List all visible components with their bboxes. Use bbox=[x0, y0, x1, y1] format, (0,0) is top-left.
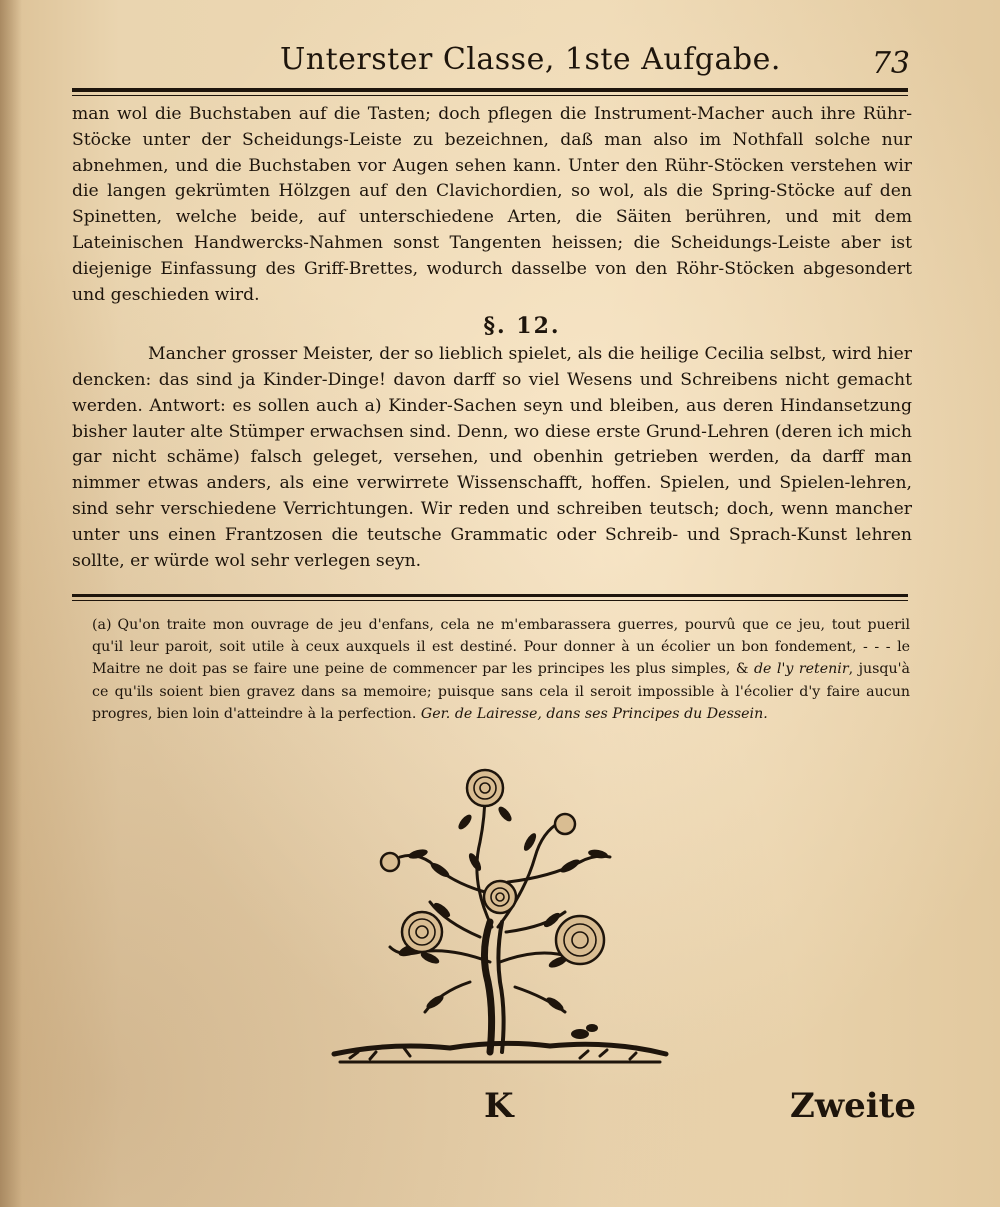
footnote-emphasis: de l'y retenir bbox=[753, 661, 849, 678]
page-number: 73 bbox=[871, 46, 910, 81]
main-text bbox=[72, 102, 912, 574]
footnote-rule bbox=[72, 594, 908, 597]
paragraph-2: Mancher grosser Meister, der so lieblich spielet, als die heilige Cecilia selbst, wird hier dencken: das sind ja Kinder-Dinge! davon darff so viel Wesens und Schreibens nicht gemacht werden. Antwort: es sollen auch a) Kinder-Sachen seyn und bleiben, aus deren Hindansetzung bisher lauter alte Stümper erwachsen sind. Denn, wo diese erste Grund-Lehren (deren ich mich gar nicht schäme) falsch geleget, versehen, und obenhin getrieben werden, da darff man nimmer etwas anders, als eine verwirrete Wissenschafft, hoffen. Spielen, und Spielen-lehren, sind sehr verschiedene Verrichtungen. Wir reden und schreiben teutsch; doch, wenn mancher unter uns einen Frantzosen die teutsche Grammatic oder Schreib- und Sprach-Kunst lehren sollte, er würde wol sehr verlegen seyn. bbox=[72, 344, 912, 571]
rose-bush-woodcut-icon bbox=[330, 762, 670, 1072]
header-rule-thin bbox=[72, 95, 908, 96]
running-head: Unterster Classe, 1ste Aufgabe. bbox=[280, 42, 781, 77]
footnote-citation: Ger. de Lairesse, dans ses Principes du Dessein. bbox=[420, 705, 768, 722]
paragraph-1: man wol die Buchstaben auf die Tasten; doch pflegen die Instrument-Macher auch ihre Rühr-Stöcke unter der Scheidungs-Leiste zu bezeichnen, daß man also im Nothfall solche nur abnehmen, und die Buchstaben vor Augen sehen kann. Unter den Rühr-Stöcken verstehen wir die langen gekrümten Hölzgen auf den Clavichordien, so wol, als die Spring-Stöcke auf den Spinetten, welche beide, auf unterschiedene Arten, die Säiten berühren, und mit dem Lateinischen Handwercks-Nahmen sonst Tangenten heissen; die Scheidungs-Leiste aber ist diejenige Einfassung des Griff-Brettes, wodurch dasselbe von den Röhr-Stöcken abgesondert und geschieden wird. bbox=[72, 104, 912, 305]
page-header bbox=[280, 40, 930, 86]
section-heading: §. 12. bbox=[483, 313, 561, 340]
footnote bbox=[92, 614, 910, 725]
signature-mark: K bbox=[484, 1086, 514, 1126]
page-gutter-shadow bbox=[0, 0, 22, 1207]
footnote-mark: (a) bbox=[92, 617, 112, 633]
catchword: Zweite bbox=[790, 1086, 916, 1126]
footnote-rule-thin bbox=[72, 600, 908, 601]
header-rule bbox=[72, 88, 908, 92]
footnote-text-continued: , jusqu'à ce qu'ils soient bien gravez dans sa memoire; puisque sans cela il seroit impossible à l'écolier d'y faire aucun progres, bien loin d'atteindre à la perfection. bbox=[92, 661, 910, 722]
footnote-text: Qu'on traite mon ouvrage de jeu d'enfans, cela ne m'embarassera guerres, pourvû que ce jeu, tout pueril qu'il leur paroit, soit utile à ceux auxquels il est destiné. Pour donner à un écolier un bon fondement, - - - le Maitre ne doit pas se faire une peine de commencer par les principes les plus simples, & bbox=[92, 617, 910, 678]
